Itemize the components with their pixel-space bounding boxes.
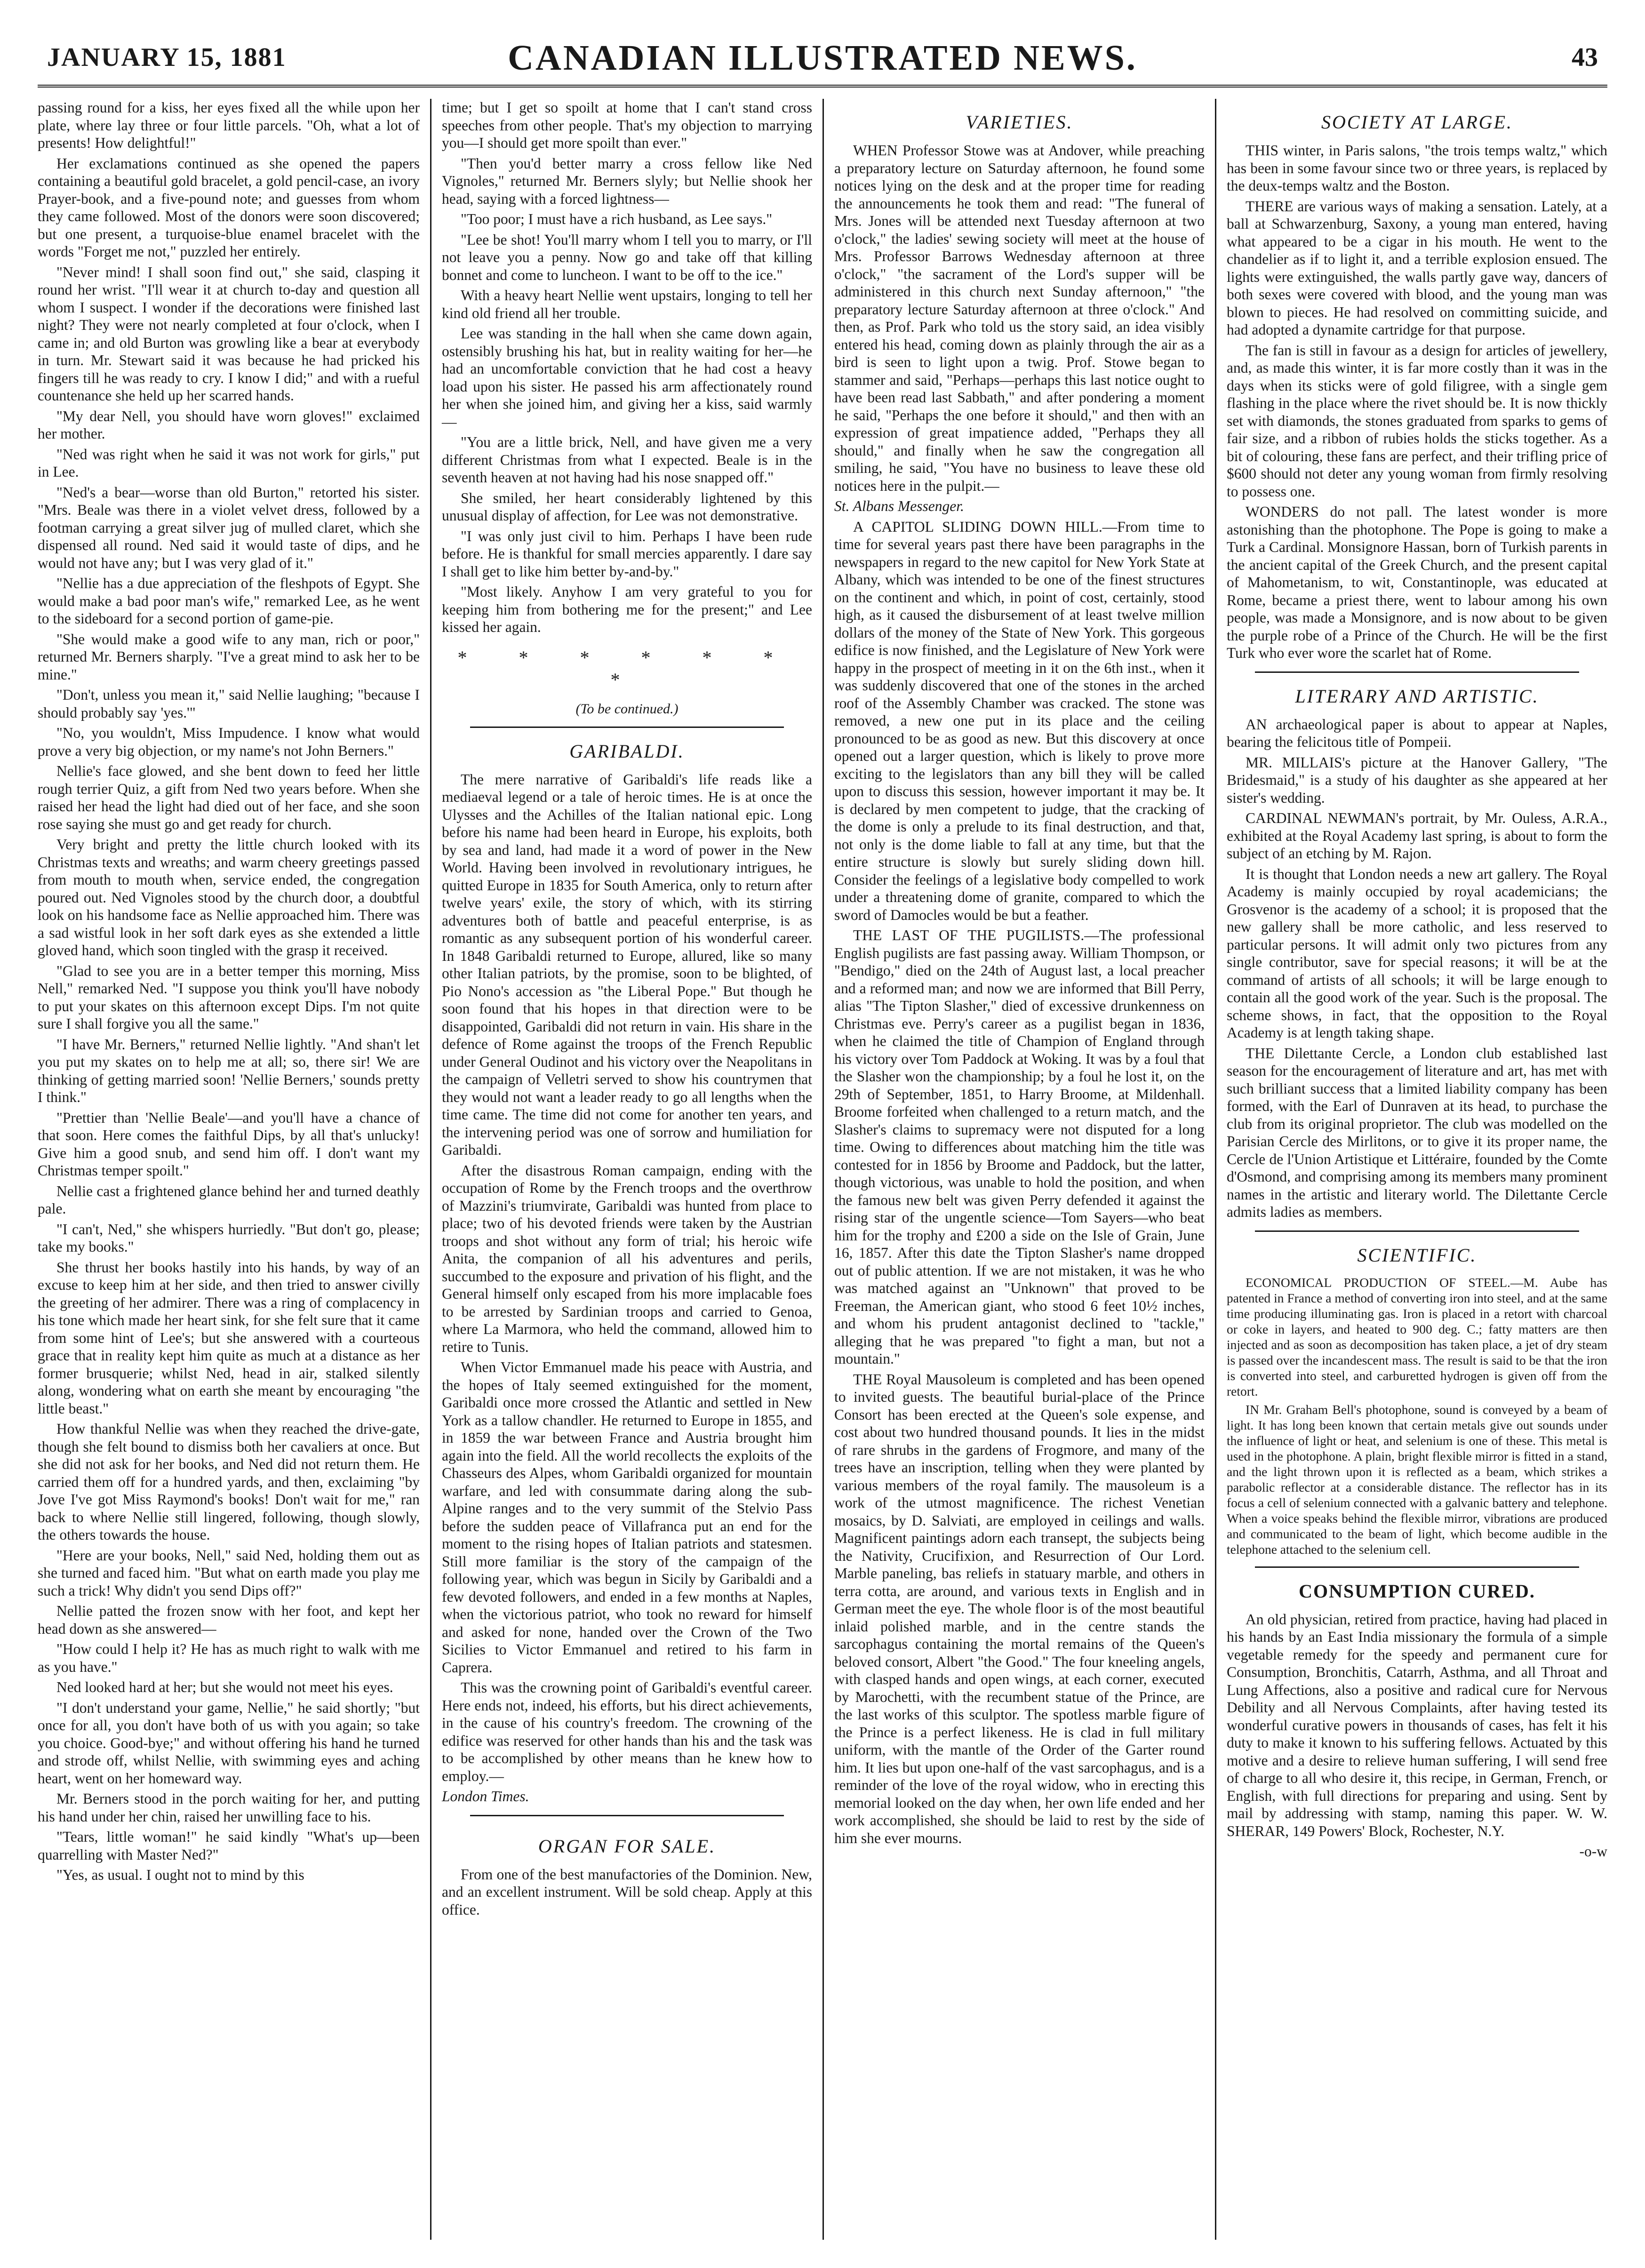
divider [470, 1815, 784, 1816]
story-paragraph: With a heavy heart Nellie went upstairs, longing to tell her kind old friend all her trouble. [442, 287, 812, 321]
story-paragraph: "She would make a good wife to any man, rich or poor," returned Mr. Berners sharply. "I've a great mind to ask her to be mine." [38, 631, 420, 683]
story-paragraph: Ned looked hard at her; but she would not meet his eyes. [56, 1679, 393, 1695]
story-paragraph: Her exclamations continued as she opened the papers containing a beautiful gold bracelet, a gold pencil-case, an ivory Prayer-book, and a five-pound note; and guesses from whom they came followed. Most of the donors were soon discovered; but one present, a turquoise-blue enamel bracelet with the words "Forget me not," puzzled her entirely. [38, 155, 420, 260]
story-paragraph: "How could I help it? He has as much right to walk with me as you have." [38, 1641, 420, 1675]
varieties-paragraph: THE Royal Mausoleum is completed and has been opened to invited guests. The beautiful burial-place of the Prince Consort has been erected at the Queen's sole expense, and cost about two hundred thousand pounds. It lies in the midst of rare shrubs in the gardens of Frogmore, and many of the trees have an inscription, telling when they were planted by various members of the royal family. The mausoleum is a work of the utmost magnificence. The richest Venetian mosaics, by D. Salviati, are employed in ceilings and walls. Magnificent paintings adorn each transept, the subjects being the Nativity, Crucifixion, and Resurrection of Our Lord. Marble paneling, bas reliefs in statuary marble, and others in terra cotta, are around, and various texts in English and in German meet the eye. The whole floor is of the most beautiful inlaid polished marble, and in the centre stands the sarcophagus containing the mortal remains of the Queen's beloved consort, Albert "the Good." The four kneeling angels, with clasped hands and open wings, at each corner, executed by Marochetti, with the recumbent statue of the Prince, are the last works of this sculptor. The spotless marble figure of the Prince is a perfect likeness. He is clad in full military uniform, with the mantle of the Order of the Garter round him. It lies but upon one-half of the vast sarcophagus, and is a reminder of the love of the royal widow, who in erecting this memorial looked on the day when, her own life ended and her work accomplished, she should be laid to rest by the side of him she ever mourns. [834, 1371, 1205, 1846]
consumption-ad-text: An old physician, retired from practice, having had placed in his hands by an East India missionary the formula of a simple vegetable remedy for the speedy and permanent cure for Consumption, Bronchitis, Catarrh, Asthma, and all Throat and Lung Affections, also a positive and radical cure for Nervous Debility and all Nervous Complaints, after having tested its wonderful curative powers in thousands of cases, has felt it his duty to make it known to his suffering fellows. Actuated by this motive and a desire to relieve human suffering, I will send free of charge to all who desire it, this recipe, in German, French, or English, with full directions for preparing and using. Sent by mail by addressing with stamp, naming this paper. W. W. SHERAR, 149 Powers' Block, Rochester, N.Y. [1227, 1611, 1607, 1839]
story-paragraph: "Ned was right when he said it was not work for girls," put in Lee. [38, 446, 420, 480]
to-be-continued: (To be continued.) [575, 701, 679, 717]
literary-paragraph: MR. MILLAIS's picture at the Hanover Gallery, "The Bridesmaid," is a study of his daughter as she appeared at her sister's wedding. [1227, 754, 1607, 806]
scientific-paragraph: ECONOMICAL PRODUCTION OF STEEL.—M. Aube has patented in France a method of converting iron into steel, and at the same time producing illuminating gas. Iron is placed in a retort with charcoal or coke in layers, and heated to 900 deg. C.; fatty matters are then injected and as soon as decomposition has taken place, a jet of dry steam is passed over the incandescent mass. The result is said to be that the iron is converted into steel, and carburetted hydrogen is given off from the retort. [1227, 1275, 1607, 1398]
story-paragraph: "Tears, little woman!" he said kindly "What's up—been quarrelling with Master Ned?" [38, 1829, 420, 1863]
garibaldi-source: London Times. [442, 1788, 529, 1805]
page-header [38, 33, 1607, 88]
story-paragraph: "No, you wouldn't, Miss Impudence. I know what would prove a very big objection, or my name's not John Berners." [38, 725, 420, 759]
issue-date: JANUARY 15, 1881 [47, 43, 287, 72]
organ-ad-text: From one of the best manufactories of the Dominion. New, and an excellent instrument. Will be sold cheap. Apply at this office. [442, 1866, 812, 1918]
garibaldi-paragraph: This was the crowning point of Garibaldi's eventful career. Here ends not, indeed, his efforts, but his direct achievements, in the cause of his country's freedom. The crowning of the edifice was reserved for other hands than his and the task was to be accomplished by other means than he knew how to employ.— [442, 1679, 812, 1784]
story-paragraph: Nellie's face glowed, and she bent down to feed her little rough terrier Quiz, a gift from Ned two years before. When she raised her head the light had died out of her face, and she soon rose saying she must go and get ready for church. [38, 763, 420, 832]
section-title-garibaldi: GARIBALDI. [569, 740, 685, 762]
garibaldi-paragraph: The mere narrative of Garibaldi's life reads like a mediaeval legend or a tale of heroic times. He is at once the Ulysses and the Achilles of the Italian national epic. Long before his name had been heard in Europe, his exploits, both by sea and land, had made it a word of power in the New World. Having been involved in revolutionary intrigues, he quitted Europe in 1835 for South America, only to return after twelve years' exile, the story of which, with its stirring adventures both of battle and peaceful enterprise, is as romantic as any subsequent portion of his wonderful career. In 1848 Garibaldi returned to Europe, allured, like so many other Italian patriots, by the promise, soon to be blighted, of Pio Nono's accession as "the Liberal Pope." But though he soon found that his hopes in that direction were to be disappointed, Garibaldi did not return in vain. His share in the defence of Rome against the troops of the French Republic under General Oudinot and his victory over the Neapolitans in the campaign of Velletri served to show his countrymen that they would not want a leader ready to go all lengths when the time came. The time did not come for another ten years, and the intervening period was one of sorrow and humiliation for Garibaldi. [442, 771, 812, 1158]
society-paragraph: WONDERS do not pall. The latest wonder is more astonishing than the photophone. The Pope is going to make a Turk a Cardinal. Monsignore Hassan, born of Turkish parents in the ancient capital of the Greek Church, and the present capital of Mahometanism, to wit, Constantinople, was educated at Rome, became a priest there, went to labour among his own people, was made a Monsignore, and is now about to be given the purple robe of a Prince of the Church. He will be the first Turk who ever wore the scarlet hat of Rome. [1227, 503, 1607, 661]
story-paragraph: "Ned's a bear—worse than old Burton," retorted his sister. "Mrs. Beale was there in a violet velvet dress, followed by a footman carrying a great silver jug of mulled claret, which she dispensed all round. Ned said it would taste of dips, and he would not have any; but I was very glad of it." [38, 484, 420, 571]
section-title-varieties: VARIETIES. [966, 112, 1073, 133]
story-paragraph: "Here are your books, Nell," said Ned, holding them out as she turned and faced him. "But what on earth made you play me such a trick! Why didn't you send Dips off?" [38, 1547, 420, 1599]
consumption-ad-title: CONSUMPTION CURED. [1299, 1580, 1535, 1602]
divider [1255, 671, 1579, 673]
divider [470, 727, 784, 728]
society-paragraph: THERE are various ways of making a sensation. Lately, at a ball at Schwarzenburg, Saxony, a young man entered, having what appeared to be a cigar in his mouth. He went to the chandelier as if to light it, and a terrible explosion ensued. The lights were extinguished, the walls partly gave way, dancers of both sexes were covered with blood, and the young man was blown to pieces. He had resolved on committing suicide, and had adopted a dynamite cartridge for that purpose. [1227, 198, 1607, 338]
section-title-scientific: SCIENTIFIC. [1357, 1244, 1477, 1266]
varieties-source: St. Albans Messenger. [834, 498, 964, 514]
society-paragraph: The fan is still in favour as a design for articles of jewellery, and, as made this winter, it is far more costly than it was in the days when its sticks were of gold filigree, with a single gem flashing in the place where the rivet should be. It is now thickly set with diamonds, the stones graduated from sparks to gems of fair size, and a ribbon of rubies holds the sticks together. As a bit of colouring, these fans are perfect, and their trifling price of $600 should not deter any young woman from firmly resolving to possess one. [1227, 342, 1607, 500]
column-4 [1215, 99, 1607, 2240]
story-paragraph: "Lee be shot! You'll marry whom I tell you to marry, or I'll not leave you a penny. Now go and take off that killing bonnet and come to luncheon. I want to be off to the ice." [442, 231, 812, 283]
story-paragraph: "Don't, unless you mean it," said Nellie laughing; "because I should probably say 'yes.'" [38, 687, 420, 721]
divider [1255, 1230, 1579, 1232]
garibaldi-paragraph: After the disastrous Roman campaign, ending with the occupation of Rome by the French troops and the overthrow of Mazzini's triumvirate, Garibaldi was hunted from place to place; two of his devoted friends were taken by the Austrian troops and shot without any form of trial; his heroic wife Anita, the companion of all his adventures and perils, succumbed to the exposure and privation of his flight, and the General himself only escaped from his more implacable foes to be arrested by Sardinian troops and carried to Genoa, where La Marmora, who held the command, allowed him to retire to Tunis. [442, 1162, 812, 1355]
story-paragraph: Nellie patted the frozen snow with her foot, and kept her head down as she answered— [38, 1603, 420, 1637]
story-paragraph: "Too poor; I must have a rich husband, as Lee says." [461, 211, 773, 227]
masthead-title: CANADIAN ILLUSTRATED NEWS. [508, 38, 1137, 78]
society-paragraph: THIS winter, in Paris salons, "the trois temps waltz," which has been in some favour since two or three years, is replaced by the deux-temps waltz and the Boston. [1227, 142, 1607, 194]
story-paragraph: "My dear Nell, you should have worn gloves!" exclaimed her mother. [38, 407, 420, 442]
organ-ad-title: ORGAN FOR SALE. [538, 1835, 716, 1857]
story-paragraph: "Prettier than 'Nellie Beale'—and you'll have a chance of that soon. Here comes the faithful Dips, by all that's unlucky! Give him a good snub, and send him off. I don't want my Christmas temper spoilt." [38, 1109, 420, 1179]
story-paragraph: "I have Mr. Berners," returned Nellie lightly. "And shan't let you put my skates on to help me at all; so, there sir! We are thinking of getting married soon! 'Nellie Berners,' sounds pretty I think." [38, 1036, 420, 1105]
varieties-paragraph: THE LAST OF THE PUGILISTS.—The professional English pugilists are fast passing away. William Thompson, or "Bendigo," died on the 24th of August last, a local preacher and a reformed man; and now we are informed that Bill Perry, alias "The Tipton Slasher," died of excessive drunkenness on Christmas eve. Perry's career as a pugilist began in 1836, when he claimed the title of Champion of England through his victory over Tom Paddock at Woking. It was by a foul that the Slasher won the championship; by a foul he lost it, on the 29th of September, 1851, to Harry Broome, at Mildenhall. Broome forfeited when challenged to a return match, and the Slasher's claims to supremacy were not disputed for a long time. Owing to differences about matching him the title was contested for in 1856 by Broome and Paddock, but the latter, though victorious, was unable to hold the position, and when the famous new belt was given Perry defended it against the rising star of the ungentle science—Tom Sayers—who beat him for the trophy and £200 a side on the Isle of Grain, June 16, 1857. After this date the Tipton Slasher's name dropped out of public attention. If we are not mistaken, it was he who was matched against an "Unknown" that proved to be Freeman, the American giant, who stood 6 feet 10½ inches, and whom his prudent antagonist declined to "tackle," alleging that he was prepared "to fight a man, but not a mountain." [834, 927, 1205, 1367]
story-paragraph: "I was only just civil to him. Perhaps I have been rude before. He is thankful for small mercies apparently. I dare say I shall get to like him better by-and-by." [442, 527, 812, 580]
story-paragraph: She smiled, her heart considerably lightened by this unusual display of affection, for Lee was not demonstrative. [442, 489, 812, 524]
story-paragraph: "You are a little brick, Nell, and have given me a very different Christmas from what I expected. Beale is in the seventh heaven at not having had his nose snapped off." [442, 434, 812, 486]
varieties-paragraph: WHEN Professor Stowe was at Andover, while preaching a preparatory lecture on Saturday afternoon, he found some notices lying on the desk and at the proper time for reading the announcements he took them and read: "The funeral of Mrs. Jones will be attended next Tuesday afternoon at two o'clock," the ladies' sewing society will meet at the house of Mrs. Professor Barrows Wednesday afternoon at three o'clock," "the sacrament of the Lord's supper will be administered in this church next Sunday afternoon," "the preparatory lecture Saturday afternoon at three o'clock." And then, as Prof. Park who told us the story said, an idea visibly entered his head, coming down as plainly through the air as a bird is seen to light upon a twig. Prof. Stowe began to stammer and said, "Perhaps—perhaps this last notice ought to have been read last Sabbath," and after pondering a moment he said, "Perhaps the one before it should," and then with an expression of great impatience added, "Perhaps they all should," and finally when he saw the congregation all smiling, he said, "You have no business to leave these old notices here in the pulpit.— [834, 142, 1205, 494]
section-break-stars: * * * * * * * [457, 647, 797, 690]
story-paragraph: Lee was standing in the hall when she came down again, ostensibly brushing his hat, but in reality waiting for her—he had an uncomfortable conviction that he had cost a heavy load upon his sister. He passed his arm affectionately round her when she joined him, and giving her a kiss, said warmly— [442, 325, 812, 430]
literary-paragraph: THE Dilettante Cercle, a London club established last season for the encouragement of literature and art, has met with such brilliant success that a limited liability company has been formed, with the Earl of Dunraven at its head, to purchase the club from its original proprietor. The club was modelled on the Parisian Cercle des Mirlitons, or to give it its proper name, the Cercle de l'Union Artistique et Littéraire, founded by the Comte d'Osmond, and comprising among its members many prominent names in the artistic and literary world. The Dilettante Cercle admits ladies as members. [1227, 1045, 1607, 1220]
story-paragraph: passing round for a kiss, her eyes fixed all the while upon her plate, where lay three or four little parcels. "Oh, what a lot of presents! How delightful!" [38, 99, 420, 151]
consumption-ad-code: -o-w [1579, 1843, 1607, 1860]
story-paragraph: Mr. Berners stood in the porch waiting for her, and putting his hand under her chin, raised her unwilling face to his. [38, 1790, 420, 1825]
column-2 [430, 99, 822, 2240]
literary-paragraph: CARDINAL NEWMAN's portrait, by Mr. Ouless, A.R.A., exhibited at the Royal Academy last spring, is about to form the subject of an etching by M. Rajon. [1227, 810, 1607, 862]
newspaper-page [38, 33, 1607, 2240]
story-paragraph: "Nellie has a due appreciation of the fleshpots of Egypt. She would make a bad poor man's wife," remarked Lee, as he went to the sideboard for a second portion of game-pie. [38, 575, 420, 627]
literary-paragraph: AN archaeological paper is about to appear at Naples, bearing the felicitous title of Pompeii. [1227, 716, 1607, 750]
section-title-society: SOCIETY AT LARGE. [1321, 112, 1513, 133]
story-paragraph: "I can't, Ned," she whispers hurriedly. "But don't go, please; take my books." [38, 1221, 420, 1255]
section-title-literary: LITERARY AND ARTISTIC. [1295, 685, 1539, 707]
column-1 [38, 99, 430, 2240]
story-paragraph: "Never mind! I shall soon find out," she said, clasping it round her wrist. "I'll wear it at church to-day and question all whom I suspect. I wonder if the decorations were finished last night? They were not nearly completed at four o'clock, when I came in; and old Burton was growling like a bear at everybody in turn. Mr. Stewart said it was because he had pricked his fingers till he was ready to cry. I know I did;" and with a rueful countenance she held up her scarred hands. [38, 264, 420, 404]
page-number: 43 [1572, 43, 1598, 72]
garibaldi-paragraph: When Victor Emmanuel made his peace with Austria, and the hopes of Italy seemed extinguished for the moment, Garibaldi once more crossed the Atlantic and settled in New York as a tallow chandler. He returned to Europe in 1855, and in 1859 the war between France and Austria brought him again into the field. All the world recollects the exploits of the Chasseurs des Alpes, whom Garibaldi organized for mountain warfare, and led with consummate daring along the sub-Alpine ranges and to the very summit of the Stelvio Pass before the sudden peace of Villafranca put an end for the moment to the rising hopes of Italian patriots and statesmen. Still more familiar is the story of the campaign of the following year, which was begun in Sicily by Garibaldi and a few devoted followers, and ended in a few months at Naples, when the victorious patriot, who took no reward for himself and asked for none, handed over the Crown of the Two Sicilies to Victor Emmanuel and retired to his farm in Caprera. [442, 1359, 812, 1676]
story-paragraph: Nellie cast a frightened glance behind her and turned deathly pale. [38, 1182, 420, 1217]
story-paragraph: "Glad to see you are in a better temper this morning, Miss Nell," remarked Ned. "I suppose you think you'll have nobody to put your skates on this afternoon except Dips. I'm not quite sure I shall forgive you all the same." [38, 962, 420, 1032]
column-3 [822, 99, 1215, 2240]
literary-paragraph: It is thought that London needs a new art gallery. The Royal Academy is mainly occupied by royal academicians; the Grosvenor is the academy of a school; it is proposed that the new gallery shall be more catholic, and less reserved to particular persons. It will admit only two pictures from any single contributor, save for special reasons; it will be at the command of artists of all schools; it will be large enough to contain all the good work of the year. Such is the proposal. The scheme shows, in fact, that the opposition to the Royal Academy is at length taking shape. [1227, 865, 1607, 1041]
story-paragraph: time; but I get so spoilt at home that I can't stand cross speeches from other people. That's my objection to marrying you—I should get more spoilt than ever." [442, 99, 812, 151]
divider [1255, 1566, 1579, 1568]
story-paragraph: "I don't understand your game, Nellie," he said shortly; "but once for all, you don't have both of us with you again; so take you choice. Good-bye;" and without offering his hand he turned and strode off, whilst Nellie, with swimming eyes and aching heart, went on her homeward way. [38, 1699, 420, 1787]
varieties-paragraph: A CAPITOL SLIDING DOWN HILL.—From time to time for several years past there have been paragraphs in the newspapers in regard to the new capitol for New York State at Albany, which was intended to be one of the finest structures on the continent and which, in point of cost, certainly, stood high, as it caused the disbursement of at least twelve million dollars of the money of the State of New York. This gorgeous edifice is now finished, and the Legislature of New York were happy in the prospect of meeting in it on the 6th inst., when it was suddenly discovered that one of the stones in the arched roof of the Assembly Chamber was cracked. The stone was removed, a new one put in its place and the ceiling pronounced to be as good as new. But this discovery at once opened out a larger question, which is likely to prove more exciting to the legislators than any bill they will be called upon to discuss this session, however important it may be. It is declared by men competent to judge, that the cracking of the dome is only a prelude to its final destruction, and that, not only is the dome liable to fall at any time, but that the entire structure is slowly but surely sliding down hill. Consider the feelings of a legislative body compelled to work under a threatening dome of granite, compared to which the sword of Damocles would be but a feather. [834, 518, 1205, 923]
story-paragraph: She thrust her books hastily into his hands, by way of an excuse to keep him at her side, and then tried to answer civilly the greeting of her admirer. There was a ring of complacency in his tone which made her heart sink, for she felt sure that it came from some hint of Lee's; but she answered with a courteous grace that in reality kept him quite as much at a distance as her former brusquerie; whilst Ned, head in air, stalked silently along, wondering what on earth she meant by encouraging "the little beast." [38, 1259, 420, 1417]
story-paragraph: "Then you'd better marry a cross fellow like Ned Vignoles," returned Mr. Berners slyly; but Nellie shook her head, saying with a forced lightness— [442, 155, 812, 207]
story-paragraph: Very bright and pretty the little church looked with its Christmas texts and wreaths; and warm cheery greetings passed from mouth to mouth when, service ended, the congregation poured out. Ned Vignoles stood by the church door, a doubtful look on his handsome face as Nellie approached him. There was a sad wistful look in her soft dark eyes as she extended a little gloved hand, which soon tingled with the grasp it received. [38, 836, 420, 958]
columns [38, 99, 1607, 2240]
story-paragraph: "Yes, as usual. I ought not to mind by this [56, 1867, 304, 1883]
story-paragraph: How thankful Nellie was when they reached the drive-gate, though she felt bound to dismiss both her cavaliers at once. But she did not ask for her books, and Ned did not return them. He carried them off for a hundred yards, and then, exclaiming "by Jove I've got Miss Raymond's books! Don't wait for me," ran back to where Nellie still lingered, following, though slowly, the others towards the house. [38, 1421, 420, 1543]
scientific-paragraph: IN Mr. Graham Bell's photophone, sound is conveyed by a beam of light. It has long been known that certain metals give out sounds under the influence of light or heat, and selenium is one of these. This metal is used in the photophone. A plain, bright flexible mirror is fitted in a stand, and the light thrown upon it is reflected as a beam, which strikes a parabolic reflector at a considerable distance. The reflector has in its focus a cell of selenium connected with a galvanic battery and telephone. When a voice speaks behind the flexible mirror, vibrations are produced and communicated to the beam of light, which become audible in the telephone attached to the selenium cell. [1227, 1402, 1607, 1557]
story-paragraph: "Most likely. Anyhow I am very grateful to you for keeping him from bothering me for the present;" and Lee kissed her again. [442, 583, 812, 635]
